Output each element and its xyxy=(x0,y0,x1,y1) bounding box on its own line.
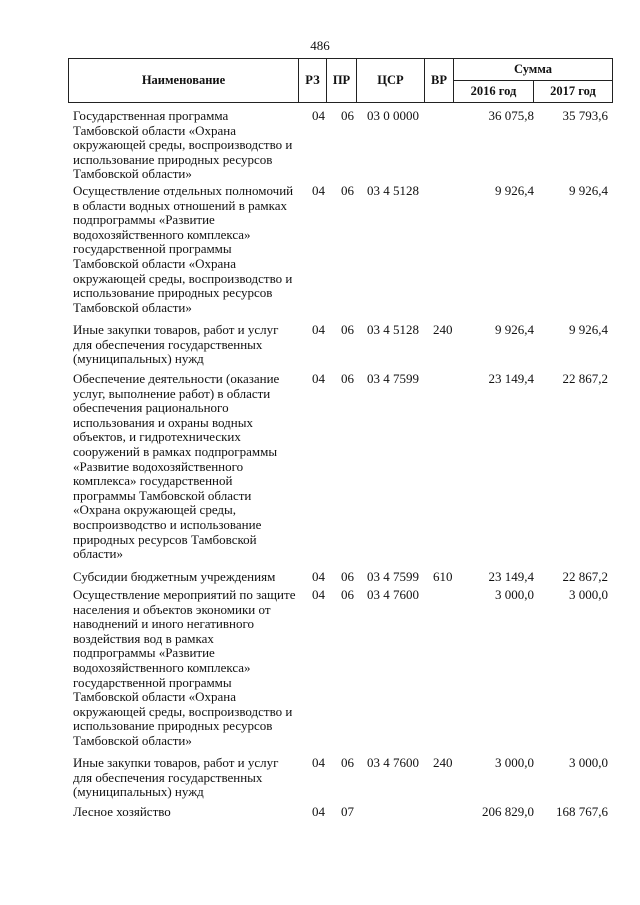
row-4-pr: 06 xyxy=(341,569,354,584)
row-0-name xyxy=(73,109,298,182)
row-3-name-line: «Развитие водохозяйственного xyxy=(73,458,244,474)
row-7-name xyxy=(73,805,298,820)
row-5-s2017: 3 000,0 xyxy=(569,587,608,602)
row-7-rz: 04 xyxy=(312,804,325,819)
row-4-s2017: 22 867,2 xyxy=(562,569,608,584)
row-1-rz: 04 xyxy=(312,183,325,198)
row-5-name-line: государственной программы xyxy=(73,674,232,690)
row-4-name-line: Субсидии бюджетным учреждениям xyxy=(73,569,276,584)
row-3-name-line: использования и охраны водных xyxy=(73,414,253,430)
row-5-name-line: населения и объектов экономики от xyxy=(73,601,271,617)
row-5-name-line: использование природных ресурсов xyxy=(73,718,273,734)
row-2-s2017: 9 926,4 xyxy=(569,322,608,337)
row-2-csr: 03 4 5128 xyxy=(367,322,419,337)
row-3-name-line: обеспечения рационального xyxy=(73,400,229,416)
row-2-vr: 240 xyxy=(433,322,453,337)
header-rz: РЗ xyxy=(298,58,327,103)
row-5-name-line: Осуществление мероприятий по защите xyxy=(73,587,296,602)
row-5-name-line: Тамбовской области «Охрана xyxy=(73,689,237,705)
row-0-name-line: Государственная программа xyxy=(73,108,229,123)
row-1-pr: 06 xyxy=(341,183,354,198)
row-7-name-line: Лесное хозяйство xyxy=(73,804,171,819)
row-4-csr: 03 4 7599 xyxy=(367,569,419,584)
row-1-s2016: 9 926,4 xyxy=(495,183,534,198)
header-csr: ЦСР xyxy=(356,58,425,103)
row-1-name-line: Осуществление отдельных полномочий xyxy=(73,183,294,198)
row-4-s2016: 23 149,4 xyxy=(488,569,534,584)
header-sum: Сумма xyxy=(453,58,613,81)
row-2-pr: 06 xyxy=(341,322,354,337)
row-4-rz: 04 xyxy=(312,569,325,584)
row-5-name-line: Тамбовской области» xyxy=(73,732,192,748)
row-3-name-line: природных ресурсов Тамбовской xyxy=(73,531,257,547)
row-6-vr: 240 xyxy=(433,755,453,770)
row-0-name-line: окружающей среды, воспроизводство и xyxy=(73,137,293,153)
row-6-name-line: для обеспечения государственных xyxy=(73,769,263,785)
row-3-name-line: «Охрана окружающей среды, xyxy=(73,502,237,518)
row-1-name-line: государственной программы xyxy=(73,241,232,257)
row-3-csr: 03 4 7599 xyxy=(367,371,419,386)
row-7-s2016: 206 829,0 xyxy=(482,804,534,819)
row-6-pr: 06 xyxy=(341,755,354,770)
row-7-s2017: 168 767,6 xyxy=(556,804,608,819)
header-2017: 2017 год xyxy=(533,80,613,103)
row-7-pr: 07 xyxy=(341,804,354,819)
row-5-csr: 03 4 7600 xyxy=(367,587,419,602)
row-5-name-line: водохозяйственного комплекса» xyxy=(73,659,251,675)
row-0-name-line: Тамбовской области «Охрана xyxy=(73,122,237,138)
row-3-name-line: программы Тамбовской области xyxy=(73,487,252,503)
row-1-name-line: водохозяйственного комплекса» xyxy=(73,226,251,242)
row-5-name-line: подпрограммы «Развитие xyxy=(73,645,215,661)
row-0-csr: 03 0 0000 xyxy=(367,108,419,123)
row-4-name xyxy=(73,570,298,585)
row-6-s2017: 3 000,0 xyxy=(569,755,608,770)
row-2-s2016: 9 926,4 xyxy=(495,322,534,337)
row-4-vr: 610 xyxy=(433,569,453,584)
row-2-name xyxy=(73,323,298,367)
row-0-s2016: 36 075,8 xyxy=(488,108,534,123)
row-0-rz: 04 xyxy=(312,108,325,123)
row-2-name-line: (муниципальных) нужд xyxy=(73,351,204,367)
header-name: Наименование xyxy=(68,58,299,103)
row-3-name-line: объектов, и гидротехнических xyxy=(73,429,241,445)
row-3-name-line: услуг, выполнение работ) в области xyxy=(73,385,271,401)
page-number: 486 xyxy=(310,38,330,53)
row-3-name-line: области» xyxy=(73,546,123,562)
row-1-name-line: Тамбовской области» xyxy=(73,299,192,315)
row-6-csr: 03 4 7600 xyxy=(367,755,419,770)
row-0-name-line: Тамбовской области» xyxy=(73,166,192,182)
row-1-name-line: подпрограммы «Развитие xyxy=(73,212,215,228)
row-3-pr: 06 xyxy=(341,371,354,386)
row-3-name-line: комплекса» государственной xyxy=(73,473,233,489)
row-1-name-line: использование природных ресурсов xyxy=(73,285,273,301)
row-6-name-line: (муниципальных) нужд xyxy=(73,784,204,800)
row-5-name-line: воздействия вод в рамках xyxy=(73,630,214,646)
row-1-name-line: в области водных отношений в рамках xyxy=(73,197,287,213)
row-0-name-line: использование природных ресурсов xyxy=(73,151,273,167)
row-6-rz: 04 xyxy=(312,755,325,770)
row-1-name-line: Тамбовской области «Охрана xyxy=(73,255,237,271)
header-pr: ПР xyxy=(326,58,357,103)
row-1-s2017: 9 926,4 xyxy=(569,183,608,198)
row-5-name xyxy=(73,588,298,749)
row-3-name-line: сооружений в рамках подпрограммы xyxy=(73,443,278,459)
row-5-pr: 06 xyxy=(341,587,354,602)
header-2016: 2016 год xyxy=(453,80,534,103)
row-3-name-line: воспроизводство и использование xyxy=(73,516,262,532)
row-2-name-line: Иные закупки товаров, работ и услуг xyxy=(73,322,279,337)
row-3-name-line: Обеспечение деятельности (оказание xyxy=(73,371,280,386)
row-6-s2016: 3 000,0 xyxy=(495,755,534,770)
row-5-rz: 04 xyxy=(312,587,325,602)
row-3-name xyxy=(73,372,298,562)
row-6-name-line: Иные закупки товаров, работ и услуг xyxy=(73,755,279,770)
row-5-name-line: окружающей среды, воспроизводство и xyxy=(73,703,293,719)
row-1-csr: 03 4 5128 xyxy=(367,183,419,198)
header-vr: ВР xyxy=(424,58,454,103)
row-0-s2017: 35 793,6 xyxy=(562,108,608,123)
row-3-rz: 04 xyxy=(312,371,325,386)
row-3-s2016: 23 149,4 xyxy=(488,371,534,386)
row-2-rz: 04 xyxy=(312,322,325,337)
row-6-name xyxy=(73,756,298,800)
row-1-name xyxy=(73,184,298,315)
row-0-pr: 06 xyxy=(341,108,354,123)
row-2-name-line: для обеспечения государственных xyxy=(73,336,263,352)
row-5-s2016: 3 000,0 xyxy=(495,587,534,602)
row-3-s2017: 22 867,2 xyxy=(562,371,608,386)
row-5-name-line: наводнений и иного негативного xyxy=(73,616,254,632)
row-1-name-line: окружающей среды, воспроизводство и xyxy=(73,270,293,286)
